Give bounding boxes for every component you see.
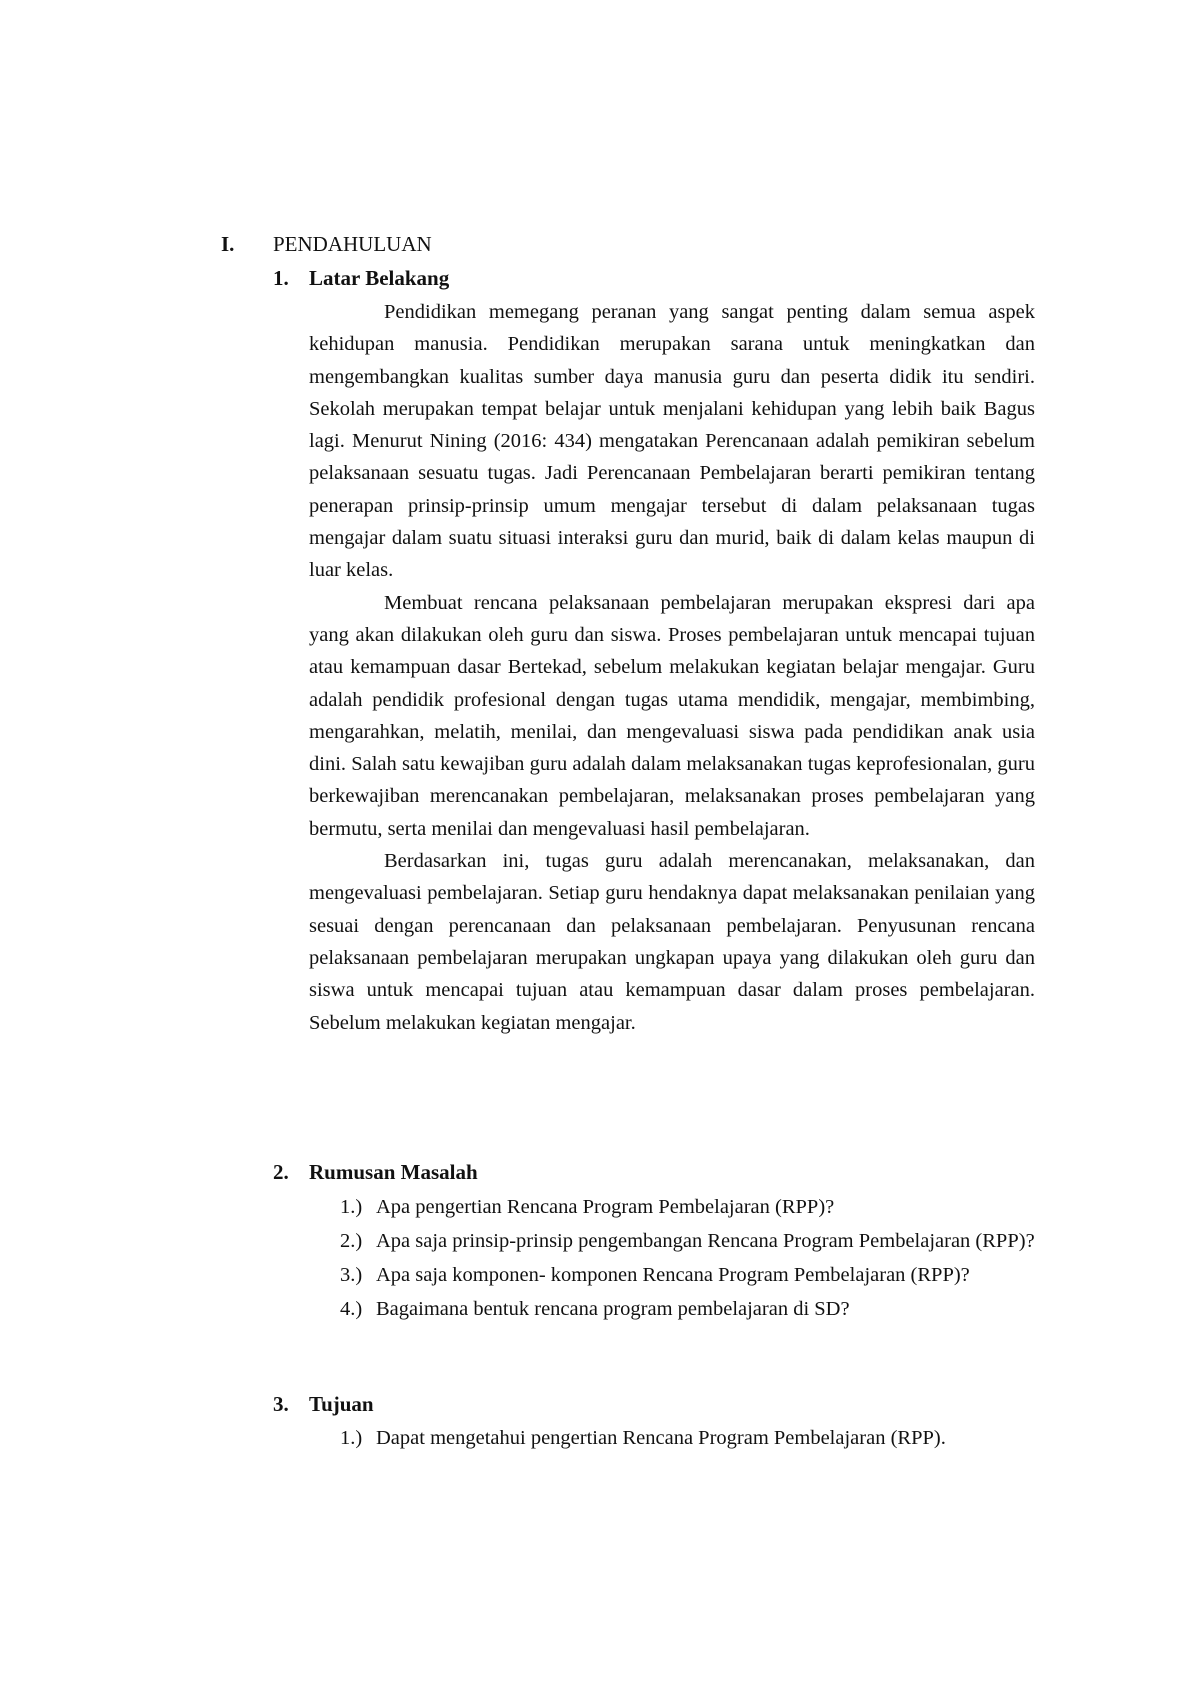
list-item-text: Dapat mengetahui pengertian Rencana Program Pembelajaran (RPP). [376,1427,946,1449]
list-item [340,1422,1040,1454]
section-number: 2. [273,1160,289,1184]
section-title: Tujuan [309,1392,374,1416]
list-item-text: Apa pengertian Rencana Program Pembelajaran (RPP)? [376,1196,835,1218]
section-heading-latar-belakang [273,263,449,293]
list-item [340,1225,1040,1257]
list-item-text: Bagaimana bentuk rencana program pembelajaran di SD? [376,1298,850,1320]
latar-belakang-body [309,296,1035,1039]
list-marker: 1.) [340,1427,363,1449]
section-title: Latar Belakang [309,266,450,290]
paragraph: Membuat rencana pelaksanaan pembelajaran merupakan ekspresi dari apa yang akan dilakukan oleh guru dan siswa. Proses pembelajaran untuk mencapai tujuan atau kemampuan dasar Bertekad, sebelum melakukan kegiatan belajar mengajar. Guru adalah pendidik profesional dengan tugas utama mendidik, mengajar, membimbing, mengarahkan, melatih, menilai, dan mengevaluasi siswa pada pendidikan anak usia dini. Salah satu kewajiban guru adalah dalam melaksanakan tugas keprofesionalan, guru berkewajiban merencanakan pembelajaran, melaksanakan proses pembelajaran yang bermutu, serta menilai dan mengevaluasi hasil pembelajaran. [309,591,1035,840]
section-title: Rumusan Masalah [309,1160,478,1184]
list-marker: 2.) [340,1230,363,1252]
chapter-title: PENDAHULUAN [273,232,432,256]
list-item-text: Apa saja komponen- komponen Rencana Program Pembelajaran (RPP)? [376,1264,970,1286]
list-item [340,1191,1040,1223]
section-heading-tujuan [273,1389,374,1419]
list-marker: 3.) [340,1264,363,1286]
section-number: 3. [273,1392,289,1416]
paragraph: Pendidikan memegang peranan yang sangat penting dalam semua aspek kehidupan manusia. Pendidikan merupakan sarana untuk meningkatkan dan mengembangkan kualitas sumber daya manusia guru dan peserta didik itu sendiri. Sekolah merupakan tempat belajar untuk menjalani kehidupan yang lebih baik Bagus lagi. Menurut Nining (2016: 434) mengatakan Perencanaan adalah pemikiran sebelum pelaksanaan sesuatu tugas. Jadi Perencanaan Pembelajaran berarti pemikiran tentang penerapan prinsip-prinsip umum mengajar tersebut di dalam pelaksanaan tugas mengajar dalam suatu situasi interaksi guru dan murid, baik di dalam kelas maupun di luar kelas. [309,301,1035,582]
tujuan-list [340,1422,1040,1456]
list-marker: 1.) [340,1196,363,1218]
section-number: 1. [273,266,289,290]
chapter-heading [221,229,432,259]
list-item-text: Apa saja prinsip-prinsip pengembangan Rencana Program Pembelajaran (RPP)? [376,1230,1035,1252]
chapter-number: I. [221,232,235,256]
rumusan-masalah-list [340,1191,1040,1327]
list-marker: 4.) [340,1298,363,1320]
list-item [340,1293,1040,1325]
list-item [340,1259,1040,1291]
section-heading-rumusan-masalah [273,1157,478,1187]
paragraph: Berdasarkan ini, tugas guru adalah merencanakan, melaksanakan, dan mengevaluasi pembelajaran. Setiap guru hendaknya dapat melaksanakan penilaian yang sesuai dengan perencanaan dan pelaksanaan pembelajaran. Penyusunan rencana pelaksanaan pembelajaran merupakan ungkapan upaya yang dilakukan oleh guru dan siswa untuk mencapai tujuan atau kemampuan dasar dalam proses pembelajaran. Sebelum melakukan kegiatan mengajar. [309,850,1035,1034]
